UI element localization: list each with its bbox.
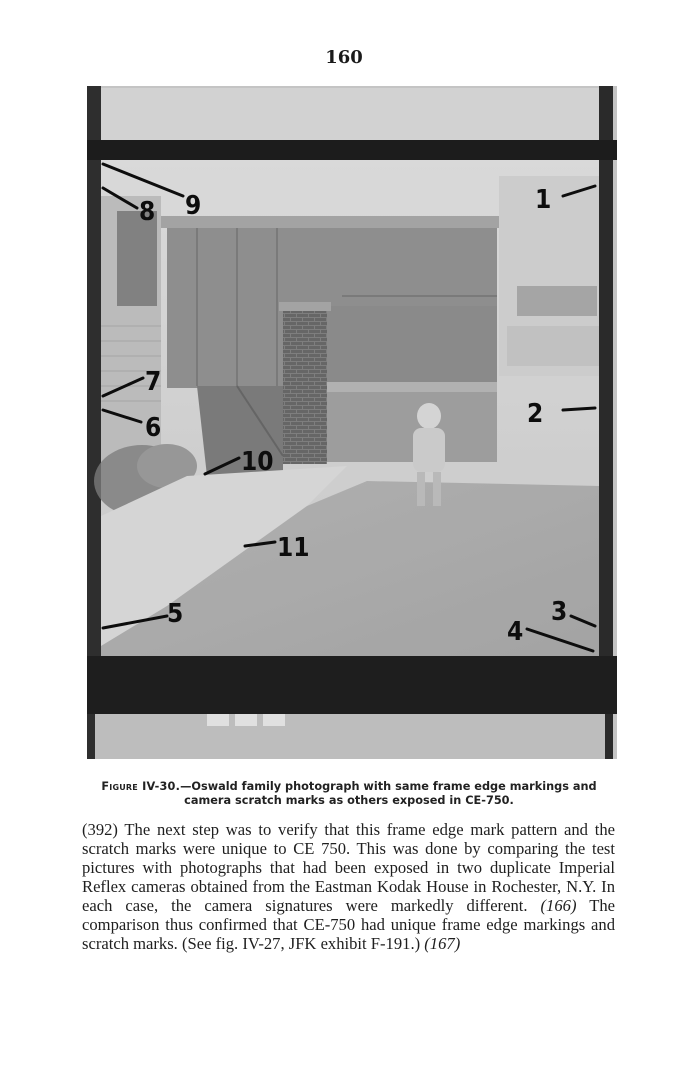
marker-1: 1 xyxy=(535,185,552,215)
marker-3: 3 xyxy=(551,597,568,627)
body-paragraph xyxy=(82,820,615,953)
caption-line-1 xyxy=(82,780,616,794)
marker-4: 4 xyxy=(507,617,524,647)
paragraph-text-b: The comparison thus confirmed that CE-750 had unique frame edge markings and scratch marks. (See fig. IV-27, JFK exhibit F-191.) xyxy=(82,896,615,953)
marker-9: 9 xyxy=(185,191,202,221)
marker-10: 10 xyxy=(241,447,274,477)
caption-text-1: —Oswald family photograph with same frame edge markings and xyxy=(180,780,597,793)
page-number: 160 xyxy=(325,47,363,68)
marker-7: 7 xyxy=(145,367,162,397)
paragraph-text-a: The next step was to verify that this frame edge mark pattern and the scratch marks were unique to CE 750. This was done by comparing the test pictures with photographs that had been exposed in two duplicate Imperial Reflex cameras obtained from the Eastman Kodak House in Rochester, N.Y. In each case, the camera signatures were markedly different. xyxy=(82,820,615,915)
caption-line-2: camera scratch marks as others exposed in CE-750. xyxy=(184,794,514,807)
reference-167: (167) xyxy=(424,934,461,953)
reference-166: (166) xyxy=(540,896,577,915)
marker-8: 8 xyxy=(139,197,156,227)
marker-11: 11 xyxy=(277,533,310,563)
marker-6: 6 xyxy=(145,413,162,443)
marker-5: 5 xyxy=(167,599,184,629)
figure-photograph xyxy=(87,86,617,759)
paragraph-number: (392) xyxy=(82,820,118,839)
figure-label: Figure IV-30. xyxy=(101,780,181,793)
marker-2: 2 xyxy=(527,399,544,429)
figure-caption xyxy=(82,780,616,808)
